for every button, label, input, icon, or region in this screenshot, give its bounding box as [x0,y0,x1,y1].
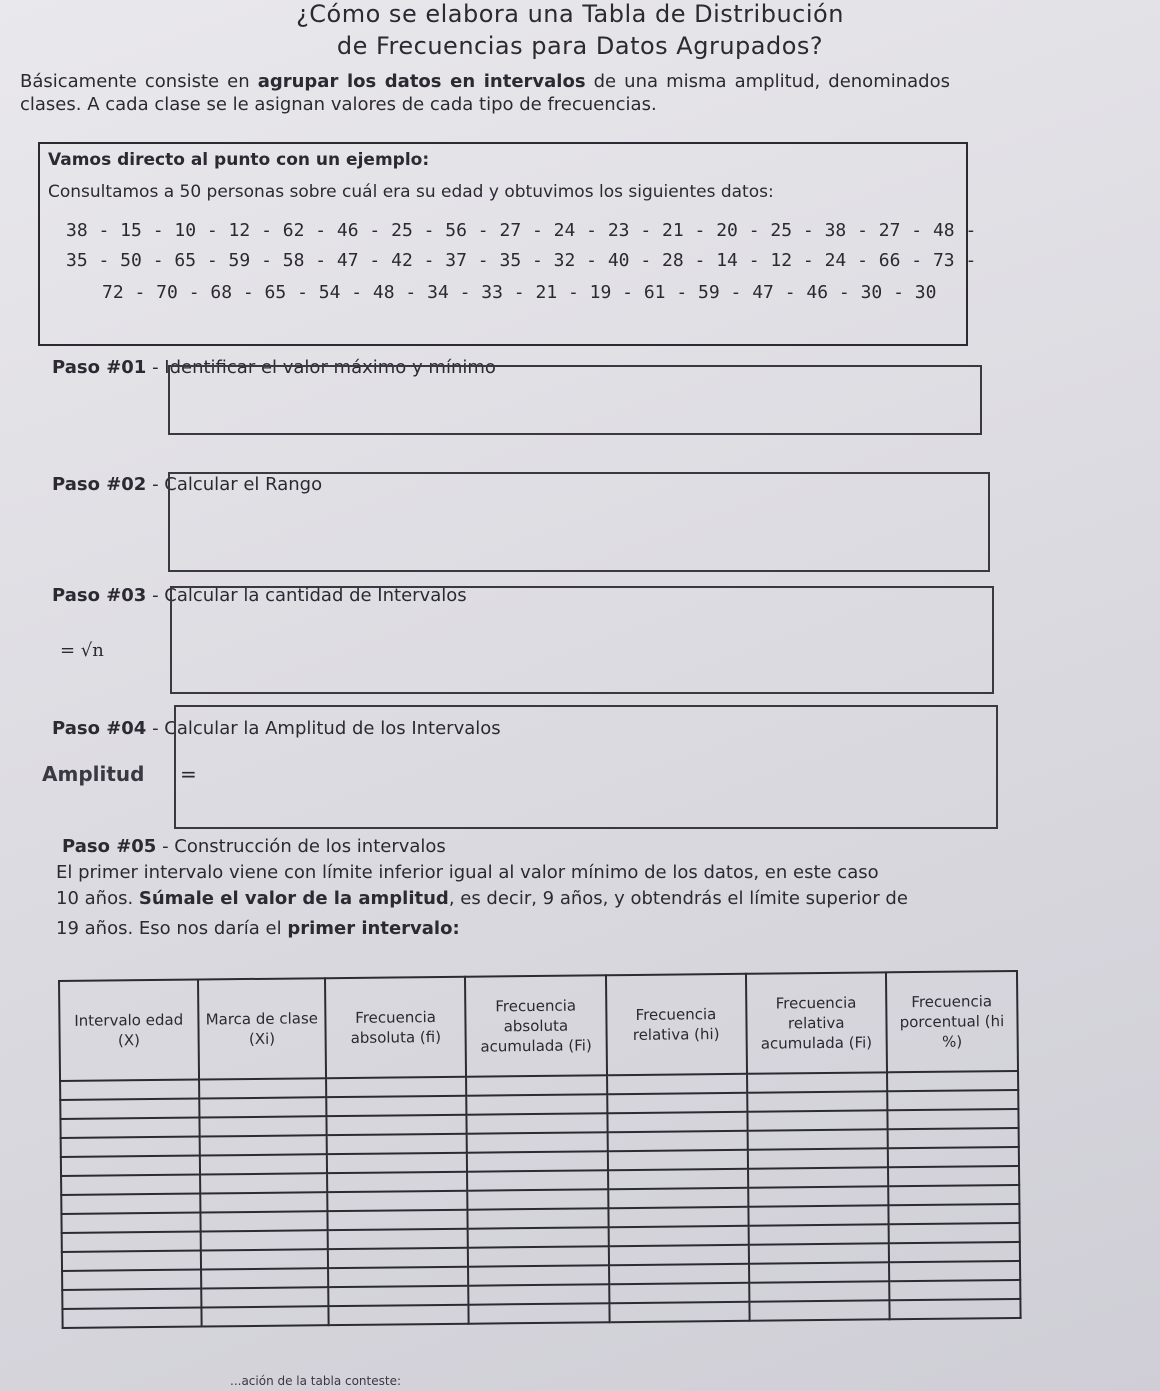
table-cell[interactable] [200,1192,328,1212]
step-1-label: Paso #01 [52,357,147,378]
step-5-p2a: 10 años. [56,888,139,909]
table-cell[interactable] [747,1091,887,1111]
table-cell[interactable] [889,1280,1020,1300]
table-cell[interactable] [748,1205,888,1225]
table-cell[interactable] [199,1097,327,1117]
table-cell[interactable] [467,1170,607,1190]
table-cell[interactable] [60,1080,199,1100]
table-cell[interactable] [62,1270,201,1290]
table-cell[interactable] [607,1074,747,1094]
table-cell[interactable] [748,1167,888,1187]
example-box [38,142,968,346]
step-4-text: - Calcular la Amplitud de los Intervalos [146,718,501,739]
header-frecuencia-porcentual: Frecuencia porcentual (hi %) [886,971,1018,1072]
table-cell[interactable] [61,1175,200,1195]
table-cell[interactable] [609,1264,749,1284]
table-cell[interactable] [888,1185,1019,1205]
table-cell[interactable] [468,1208,608,1228]
table-cell[interactable] [61,1194,200,1214]
table-cell[interactable] [328,1210,468,1230]
table-cell[interactable] [466,1075,606,1095]
table-cell[interactable] [608,1169,748,1189]
step-4-amplitud-label: Amplitud [42,762,145,786]
table-cell[interactable] [199,1116,327,1136]
header-frecuencia-absoluta: Frecuencia absoluta (fi) [325,977,466,1078]
table-cell[interactable] [888,1166,1019,1186]
data-line-1: 38 - 15 - 10 - 12 - 62 - 46 - 25 - 56 - 27 - 24 - 23 - 21 - 20 - 25 - 38 - 27 - 48 - [66,220,977,241]
example-text: Consultamos a 50 personas sobre cuál era su edad y obtuvimos los siguientes datos: [48,182,774,202]
step-3-formula: = √n [60,640,104,661]
table-cell[interactable] [749,1281,889,1301]
table-cell[interactable] [889,1242,1020,1262]
table-cell[interactable] [329,1305,469,1325]
table-cell[interactable] [62,1232,201,1252]
step-5-paragraph-line3 [56,918,460,939]
table-cell[interactable] [747,1129,887,1149]
table-cell[interactable] [61,1213,200,1233]
table-cell[interactable] [467,1132,607,1152]
table-cell[interactable] [747,1110,887,1130]
example-title: Vamos directo al punto con un ejemplo: [48,150,430,170]
header-marca-clase: Marca de clase (Xi) [198,978,327,1079]
header-intervalo: Intervalo edad (X) [59,980,199,1081]
table-cell[interactable] [747,1148,887,1168]
step-1-text: - Identificar el valor máximo y mínimo [146,357,496,378]
table-cell[interactable] [327,1191,467,1211]
table-cell[interactable] [467,1151,607,1171]
table-cell[interactable] [888,1204,1019,1224]
table-cell[interactable] [468,1227,608,1247]
step-5-paragraph-line2 [56,888,908,909]
table-cell[interactable] [469,1303,609,1323]
step-5-label: Paso #05 [62,836,157,857]
step-2-label: Paso #02 [52,474,147,495]
intro-bold: agrupar los datos en intervalos [257,71,586,92]
data-line-3: 72 - 70 - 68 - 65 - 54 - 48 - 34 - 33 - 21 - 19 - 61 - 59 - 47 - 46 - 30 - 30 [102,282,937,303]
table-cell[interactable] [62,1251,201,1271]
step-5-heading [62,836,446,857]
table-cell[interactable] [887,1071,1018,1091]
table-cell[interactable] [326,1077,466,1097]
step-5-p3b: primer intervalo: [287,918,460,939]
table-cell[interactable] [326,1096,466,1116]
intro-part2: de una misma amplitud, denominados clases. A cada clase se le asignan valores de cada tipo de frecuencias. [20,71,950,115]
table-cell[interactable] [749,1262,889,1282]
table-cell[interactable] [887,1109,1018,1129]
table-cell[interactable] [888,1147,1019,1167]
table-cell[interactable] [327,1134,467,1154]
step-5-p2c: , es decir, 9 años, y obtendrás el límite superior de [448,888,908,909]
table-cell[interactable] [608,1245,748,1265]
table-cell[interactable] [609,1302,749,1322]
table-cell[interactable] [608,1188,748,1208]
table-cell[interactable] [200,1173,328,1193]
table-cell[interactable] [607,1150,747,1170]
table-cell[interactable] [468,1246,608,1266]
header-frecuencia-absoluta-acumulada: Frecuencia absoluta acumulada (Fi) [465,975,606,1076]
table-header-row [59,971,1018,1081]
table-cell[interactable] [887,1090,1018,1110]
table-cell[interactable] [200,1230,328,1250]
table-cell[interactable] [201,1306,329,1326]
table-cell[interactable] [201,1287,329,1307]
step-4-equals: = [180,762,197,786]
table-cell[interactable] [200,1249,328,1269]
table-cell[interactable] [328,1248,468,1268]
table-cell[interactable] [199,1154,327,1174]
step-2-answer-box[interactable] [168,472,990,572]
table-cell[interactable] [888,1223,1019,1243]
table-cell[interactable] [327,1115,467,1135]
table-cell[interactable] [60,1099,199,1119]
table-cell[interactable] [62,1308,201,1328]
table-cell[interactable] [327,1153,467,1173]
table-cell[interactable] [62,1289,201,1309]
table-cell[interactable] [328,1286,468,1306]
table-cell[interactable] [609,1283,749,1303]
table-cell[interactable] [201,1268,329,1288]
table-cell[interactable] [328,1267,468,1287]
intro-paragraph [20,70,950,116]
table-cell[interactable] [328,1229,468,1249]
step-5-p2b: Súmale el valor de la amplitud [138,888,449,909]
table-cell[interactable] [889,1299,1020,1319]
table-cell[interactable] [61,1156,200,1176]
table-cell[interactable] [748,1186,888,1206]
frequency-table [58,970,1022,1329]
table-cell[interactable] [327,1172,467,1192]
step-5-p3a: 19 años. Eso nos daría el [56,918,288,939]
table-cell[interactable] [889,1261,1020,1281]
table-cell[interactable] [466,1094,606,1114]
table-cell[interactable] [61,1137,200,1157]
intro-part1: Básicamente consiste en [20,71,258,92]
footer-text: ...ación de la tabla conteste: [230,1374,401,1388]
table-cell[interactable] [608,1226,748,1246]
table-cell[interactable] [199,1078,327,1098]
table-body [60,1071,1021,1328]
step-5-text: - Construcción de los intervalos [156,836,446,857]
step-5-paragraph-line1: El primer intervalo viene con límite inferior igual al valor mínimo de los datos, en este caso [56,862,879,883]
step-2-text: - Calcular el Rango [146,474,323,495]
table-cell[interactable] [887,1128,1018,1148]
step-4-label: Paso #04 [52,718,147,739]
data-line-2: 35 - 50 - 65 - 59 - 58 - 47 - 42 - 37 - 35 - 32 - 40 - 28 - 14 - 12 - 24 - 66 - 73 - [66,250,977,271]
step-4-answer-box[interactable] [174,705,998,829]
header-frecuencia-relativa-acumulada: Frecuencia relativa acumulada (Fi) [746,972,887,1073]
table-cell[interactable] [467,1189,607,1209]
table-cell[interactable] [607,1093,747,1113]
table-cell[interactable] [60,1118,199,1138]
table-cell[interactable] [200,1211,328,1231]
table-cell[interactable] [199,1135,327,1155]
step-3-label: Paso #03 [52,585,147,606]
table-cell[interactable] [468,1284,608,1304]
page-title-line1: ¿Cómo se elabora una Tabla de Distribución [296,0,844,28]
table-cell[interactable] [468,1265,608,1285]
table-cell[interactable] [607,1131,747,1151]
table-cell[interactable] [748,1243,888,1263]
table-cell[interactable] [747,1072,887,1092]
step-3-answer-box[interactable] [170,586,994,694]
table-cell[interactable] [749,1300,889,1320]
header-frecuencia-relativa: Frecuencia relativa (hi) [606,974,747,1075]
table-cell[interactable] [607,1112,747,1132]
step-1-answer-box[interactable] [168,365,982,435]
table-cell[interactable] [467,1113,607,1133]
table-cell[interactable] [748,1224,888,1244]
step-3-text: - Calcular la cantidad de Intervalos [146,585,467,606]
table-cell[interactable] [608,1207,748,1227]
page-title-line2: de Frecuencias para Datos Agrupados? [336,32,824,60]
